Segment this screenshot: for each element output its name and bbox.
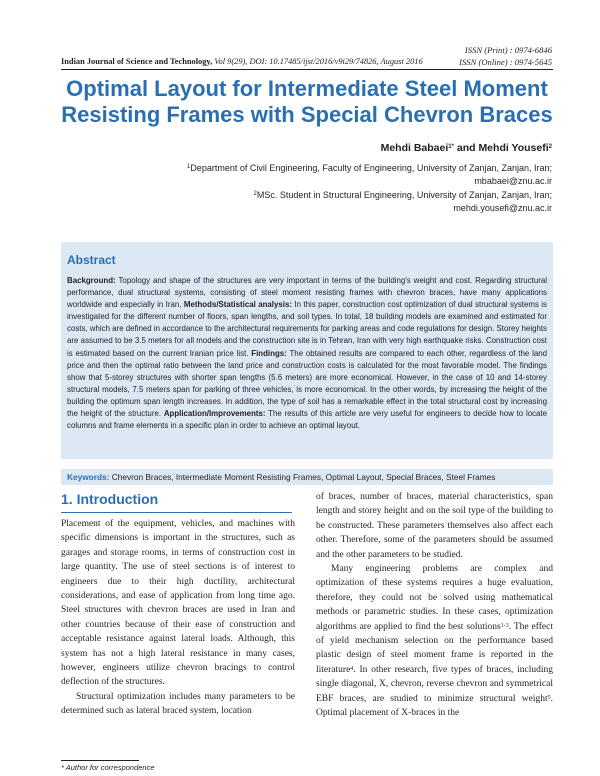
footnote-divider	[61, 760, 139, 761]
author-2-sup: 2	[548, 144, 552, 150]
background-label: Background:	[67, 276, 116, 285]
author-list	[381, 142, 552, 155]
abstract-body	[67, 275, 547, 432]
citation-1-3[interactable]: 1-3	[500, 622, 509, 629]
author-1-sup: 1*	[448, 144, 454, 150]
email-1[interactable]: mbabaei@znu.ac.ir	[474, 176, 552, 186]
affiliation-1-text: Department of Civil Engineering, Faculty of Engineering, University of Zanjan, Zanjan, Iran;	[190, 163, 552, 173]
intro-paragraph-4	[316, 562, 553, 720]
background-text: Topology and shape of the structures are very important in terms of the building's weight and cost. Regarding structural performance, dual structural systems, consisting of steel moment resisting frames with chevron braces, have many applications worldwide and especially in Iran.	[67, 276, 547, 310]
section-divider	[61, 512, 292, 513]
affiliation-1-sup: 1	[186, 164, 191, 170]
author-2: and Mehdi Yousefi	[453, 142, 549, 154]
author-1: Mehdi Babaei	[380, 142, 449, 154]
journal-meta: Vol 9(29), DOI: 10.17485/ijst/2016/v9i29/74826, August 2016	[212, 57, 423, 66]
application-text: The results of this article are very useful for engineers to decide how to locate columns and frame elements in a specific plan in order to achieve an optimal layout.	[67, 409, 547, 431]
p4-part-d: . Optimal placement of X-braces in the	[316, 693, 553, 719]
intro-paragraph-3: of braces, number of braces, material characteristics, span length and storey height and on the soil type of the building to be constructed. These parameters themselves also affect each other. Therefore, some of the parameters should be assumed and the other parameters to be studied.	[316, 492, 553, 560]
journal-name: Indian Journal of Science and Technology,	[61, 57, 213, 66]
findings-label: Findings:	[251, 348, 287, 358]
abstract-heading: Abstract	[67, 253, 116, 267]
keywords-label: Keywords:	[67, 472, 110, 482]
keywords-text: Chevron Braces, Intermediate Moment Resisting Frames, Optimal Layout, Special Braces, Steel Frames	[109, 472, 496, 482]
citation-4[interactable]: 4	[350, 665, 354, 672]
p4-part-c: . In other research, five types of braces, including single diagonal, X, chevron, reverse chevron and symmetrical EBF braces, are studied to minimize structural weight	[316, 664, 553, 704]
affiliation-2-text: MSc. Student in Structural Engineering, University of Zanjan, Zanjan, Iran;	[256, 190, 552, 200]
intro-paragraph-2: Structural optimization includes many parameters to be determined such as lateral braced system, location	[61, 691, 295, 717]
methods-label: Methods/Statistical analysis:	[183, 300, 292, 310]
p4-part-b: . The effect of yield mechanism selection on the performance based plastic design of steel moment frame is reported in the literature	[316, 621, 554, 675]
correspondence-footnote: * Author for correspondence	[61, 763, 155, 772]
header-divider	[61, 69, 553, 70]
paper-title: Optimal Layout for Intermediate Steel Moment Resisting Frames with Special Chevron Braces	[61, 76, 553, 127]
affiliation-2-sup: 2	[253, 191, 257, 197]
issn-online: ISSN (Online) : 0974-5645	[459, 57, 552, 67]
methods-text: In this paper, construction cost optimization of dual structural systems is investigated for the different number of floors, span lengths, and soil types. In total, 18 building models are examined and estimated for costs, which are defined in accordance to the architectural requirements for parking areas and code regulations for design. Storey heights are assumed to be 3.5 meters for all models and the construction site is in Tehran, Iran with very high earthquake risks. Construction cost is estimated based on the current Iranian price list.	[67, 300, 547, 358]
intro-paragraph-1: Placement of the equipment, vehicles, and machines with specific dimensions is important in the structures, such as garages and storage rooms, in terms of construction cost in large quantity. The use of steel sections is of interest to engineers due to their high ductility, architectural considerations, and ease of application from long time ago. Steel structures with chevron braces are used in Iran and other countries because of their ease of construction and acceptable resistance against lateral loads. Although, this system has not a high lateral resistance in many cases, however, engineers utilize chevron bracings to control deflection of the structures.	[61, 519, 295, 688]
findings-text: The obtained results are compared to each other, regardless of the land price and then the optimal ratio between the land price and construction costs is calculated for the most favorable model. The findings show that 5-storey structures with shorter span lengths (5.6 meters) are more economical. However, in the case of 10 and 14-storey structural models, 7.5 meters span for parking of three vehicles, is more economical. In the other words, by increasing the height of the building the optimum span length increases. In addition, the type of soil has a remarkable effect in the total structural cost by increasing the height of the structure.	[67, 348, 547, 419]
left-column	[61, 517, 295, 719]
introduction-heading: 1. Introduction	[61, 491, 159, 507]
issn-print: ISSN (Print) : 0974-6846	[464, 45, 552, 55]
email-2[interactable]: mehdi.yousefi@znu.ac.ir	[453, 203, 552, 213]
application-label: Application/Improvements:	[163, 409, 266, 419]
p4-part-a: Many engineering problems are complex and optimization of these systems requires a huge evaluation, therefore, they could not be solved using mathematical methods or parametric studies. In these cases, optimization algorithms are applied to find the best solutions	[316, 564, 553, 632]
right-column	[316, 490, 553, 721]
affiliation-1	[187, 162, 552, 174]
journal-citation	[61, 56, 423, 68]
citation-5[interactable]: 5	[547, 694, 551, 701]
affiliation-2	[254, 189, 553, 201]
keywords	[67, 472, 495, 483]
